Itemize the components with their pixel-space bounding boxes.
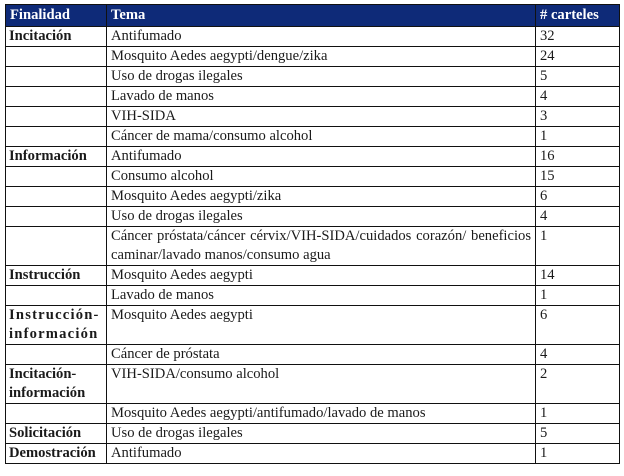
tema-cell: Antifumado — [107, 444, 536, 464]
tema-cell: Cáncer de mama/consumo alcohol — [107, 127, 536, 147]
table-header-row — [6, 5, 620, 27]
tema-cell: Antifumado — [107, 147, 536, 167]
carteles-cell: 1 — [536, 227, 620, 266]
carteles-cell: 5 — [536, 424, 620, 444]
tema-cell: VIH-SIDA/consumo alcohol — [107, 365, 536, 404]
tema-cell: VIH-SIDA — [107, 107, 536, 127]
carteles-cell: 14 — [536, 266, 620, 286]
carteles-cell: 6 — [536, 306, 620, 345]
data-table-container — [5, 4, 620, 464]
carteles-cell: 1 — [536, 127, 620, 147]
carteles-cell: 16 — [536, 147, 620, 167]
carteles-table — [5, 4, 620, 464]
tema-cell: Uso de drogas ilegales — [107, 424, 536, 444]
carteles-cell: 5 — [536, 67, 620, 87]
carteles-cell: 1 — [536, 286, 620, 306]
finalidad-cell: Instrucción — [6, 266, 107, 286]
finalidad-cell: Incitación — [6, 27, 107, 47]
finalidad-cell-empty — [6, 286, 107, 306]
carteles-cell: 4 — [536, 207, 620, 227]
carteles-cell: 15 — [536, 167, 620, 187]
carteles-cell: 6 — [536, 187, 620, 207]
header-tema: Tema — [107, 5, 536, 27]
tema-cell: Uso de drogas ilegales — [107, 207, 536, 227]
table-row — [6, 127, 620, 147]
table-row — [6, 147, 620, 167]
carteles-cell: 1 — [536, 444, 620, 464]
finalidad-cell-empty — [6, 187, 107, 207]
table-row — [6, 444, 620, 464]
tema-cell: Mosquito Aedes aegypti — [107, 266, 536, 286]
tema-cell: Cáncer próstata/cáncer cérvix/VIH-SIDA/cuidados corazón/ beneficios caminar/lavado manos/consumo agua — [107, 227, 536, 266]
tema-cell: Uso de drogas ilegales — [107, 67, 536, 87]
finalidad-cell: Solicitación — [6, 424, 107, 444]
tema-cell: Cáncer de próstata — [107, 345, 536, 365]
table-row — [6, 207, 620, 227]
carteles-cell: 1 — [536, 404, 620, 424]
table-row — [6, 365, 620, 404]
tema-cell: Mosquito Aedes aegypti — [107, 306, 536, 345]
table-row — [6, 286, 620, 306]
carteles-cell: 2 — [536, 365, 620, 404]
finalidad-cell-empty — [6, 207, 107, 227]
tema-cell: Mosquito Aedes aegypti/zika — [107, 187, 536, 207]
carteles-cell: 4 — [536, 345, 620, 365]
tema-cell: Antifumado — [107, 27, 536, 47]
carteles-cell: 24 — [536, 47, 620, 67]
finalidad-cell-empty — [6, 167, 107, 187]
tema-cell: Lavado de manos — [107, 87, 536, 107]
tema-cell: Consumo alcohol — [107, 167, 536, 187]
tema-cell: Lavado de manos — [107, 286, 536, 306]
finalidad-cell-empty — [6, 127, 107, 147]
finalidad-cell-empty — [6, 227, 107, 266]
table-row — [6, 404, 620, 424]
tema-cell: Mosquito Aedes aegypti/dengue/zika — [107, 47, 536, 67]
table-row — [6, 424, 620, 444]
table-row — [6, 306, 620, 345]
carteles-cell: 32 — [536, 27, 620, 47]
header-carteles: # carteles — [536, 5, 620, 27]
finalidad-cell-empty — [6, 345, 107, 365]
table-row — [6, 167, 620, 187]
finalidad-cell-empty — [6, 107, 107, 127]
table-row — [6, 107, 620, 127]
carteles-cell: 4 — [536, 87, 620, 107]
finalidad-cell-empty — [6, 67, 107, 87]
table-row — [6, 27, 620, 47]
carteles-cell: 3 — [536, 107, 620, 127]
finalidad-cell-empty — [6, 404, 107, 424]
finalidad-cell-empty — [6, 47, 107, 67]
table-row — [6, 227, 620, 266]
table-row — [6, 266, 620, 286]
tema-cell: Mosquito Aedes aegypti/antifumado/lavado de manos — [107, 404, 536, 424]
finalidad-cell: Instrucción-información — [6, 306, 107, 345]
finalidad-cell: Demostración — [6, 444, 107, 464]
finalidad-cell: Información — [6, 147, 107, 167]
finalidad-cell-empty — [6, 87, 107, 107]
table-row — [6, 345, 620, 365]
table-row — [6, 87, 620, 107]
finalidad-cell: Incitación-información — [6, 365, 107, 404]
header-finalidad: Finalidad — [6, 5, 107, 27]
table-row — [6, 187, 620, 207]
table-row — [6, 67, 620, 87]
table-row — [6, 47, 620, 67]
